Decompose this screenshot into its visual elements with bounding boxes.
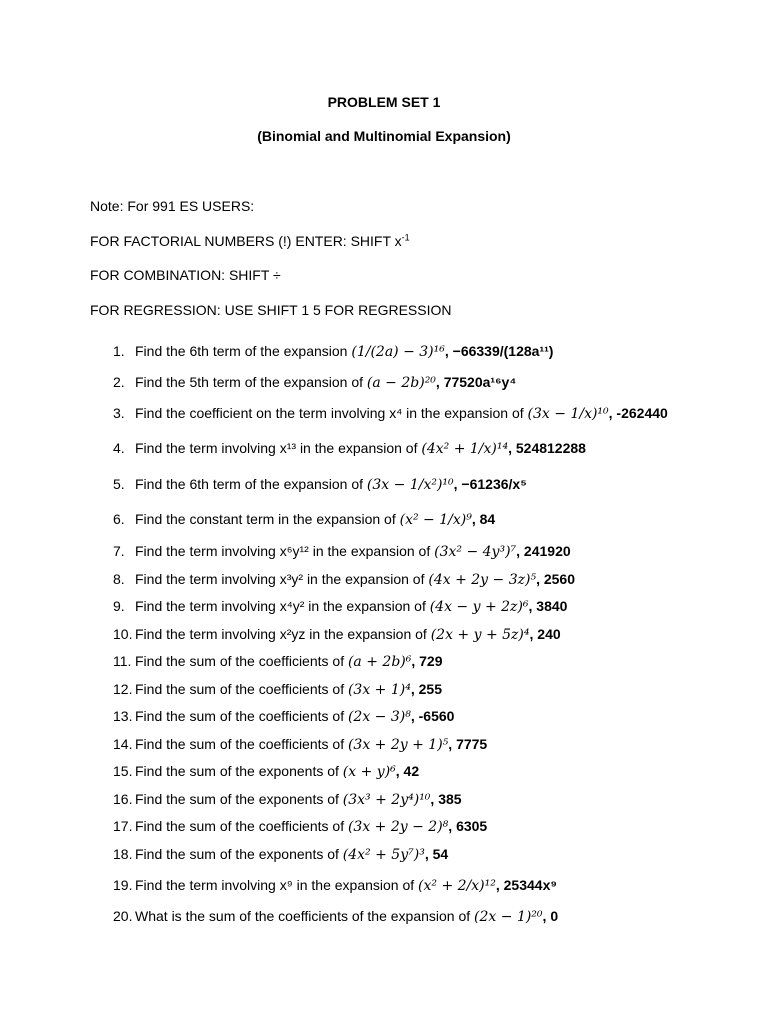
problem-answer: , -262440 bbox=[608, 405, 668, 421]
problem-item bbox=[113, 440, 586, 457]
problem-expression: (2x − 3)⁸ bbox=[347, 709, 411, 725]
problem-item bbox=[113, 791, 462, 808]
problem-text: Find the term involving x¹³ in the expansion of bbox=[135, 440, 418, 456]
problem-text: Find the sum of the coefficients of bbox=[135, 736, 345, 752]
note-line bbox=[90, 198, 254, 214]
problem-item bbox=[113, 736, 487, 753]
problem-text: Find the coefficient on the term involving x⁴ in the expansion of bbox=[135, 405, 524, 421]
note-text: FOR REGRESSION: USE SHIFT 1 5 FOR REGRESSION bbox=[90, 302, 452, 318]
problem-answer: , 3840 bbox=[528, 598, 568, 614]
note-superscript: -1 bbox=[401, 232, 410, 243]
problem-number: 2. bbox=[113, 374, 125, 390]
problem-item bbox=[113, 511, 495, 528]
problem-text: Find the term involving x⁹ in the expansion of bbox=[135, 877, 415, 893]
problem-answer: , 729 bbox=[411, 653, 443, 669]
problem-expression: (4x² + 5y⁷)³ bbox=[342, 847, 425, 863]
problem-expression: (4x² + 1/x)¹⁴ bbox=[421, 441, 509, 457]
problem-expression: (3x − 1/x)¹⁰ bbox=[527, 406, 609, 422]
problem-item bbox=[113, 653, 443, 670]
problem-text: Find the term involving x⁶y¹² in the expansion of bbox=[135, 543, 431, 559]
problem-expression: (3x³ + 2y⁴)¹⁰ bbox=[342, 792, 431, 808]
problem-number: 1. bbox=[113, 343, 125, 359]
problem-expression: (a + 2b)⁶ bbox=[347, 654, 412, 670]
problem-text: Find the sum of the coefficients of bbox=[135, 818, 345, 834]
page-subtitle: (Binomial and Multinomial Expansion) bbox=[257, 128, 511, 144]
problem-answer: , 2560 bbox=[536, 571, 576, 587]
problem-expression: (3x − 1/x²)¹⁰ bbox=[366, 477, 454, 493]
problem-answer: , 241920 bbox=[516, 543, 571, 559]
problem-number: 18. bbox=[113, 846, 133, 862]
problem-answer: , 25344x⁹ bbox=[495, 877, 557, 893]
note-text: Note: For 991 ES USERS: bbox=[90, 198, 255, 214]
note-text: FOR FACTORIAL NUMBERS (!) ENTER: SHIFT x bbox=[90, 233, 402, 249]
problem-item bbox=[113, 908, 558, 925]
problem-item bbox=[113, 476, 527, 493]
problem-answer: , 385 bbox=[430, 791, 462, 807]
problem-item bbox=[113, 571, 575, 588]
problem-expression: (x + y)⁶ bbox=[342, 764, 396, 780]
note-line bbox=[90, 302, 451, 318]
problem-item bbox=[113, 405, 668, 422]
note-text: FOR COMBINATION: SHIFT ÷ bbox=[90, 267, 281, 283]
problem-number: 5. bbox=[113, 476, 125, 492]
problem-text: What is the sum of the coefficients of the expansion of bbox=[135, 908, 471, 924]
problem-number: 14. bbox=[113, 736, 133, 752]
problem-answer: , 6305 bbox=[448, 818, 488, 834]
problem-number: 6. bbox=[113, 511, 125, 527]
problem-answer: , 7775 bbox=[448, 736, 488, 752]
problem-item bbox=[113, 626, 561, 643]
problem-number: 15. bbox=[113, 763, 133, 779]
problem-answer: , 255 bbox=[410, 681, 442, 697]
problem-text: Find the term involving x²yz in the expansion of bbox=[135, 626, 427, 642]
problem-text: Find the sum of the exponents of bbox=[135, 791, 339, 807]
problem-item bbox=[113, 343, 553, 360]
problem-item bbox=[113, 598, 567, 615]
problem-text: Find the term involving x⁴y² in the expansion of bbox=[135, 598, 426, 614]
problem-text: Find the sum of the coefficients of bbox=[135, 653, 345, 669]
problem-expression: (x² + 2/x)¹² bbox=[418, 878, 496, 894]
problem-text: Find the sum of the coefficients of bbox=[135, 708, 345, 724]
problem-text: Find the 5th term of the expansion of bbox=[135, 374, 364, 390]
note-line bbox=[90, 233, 410, 249]
problem-number: 16. bbox=[113, 791, 133, 807]
problem-text: Find the sum of the exponents of bbox=[135, 846, 339, 862]
problem-item bbox=[113, 681, 442, 698]
problem-item bbox=[113, 846, 448, 863]
problem-text: Find the 6th term of the expansion bbox=[135, 343, 348, 359]
problem-expression: (2x + y + 5z)⁴ bbox=[430, 627, 530, 643]
problem-expression: (x² − 1/x)⁹ bbox=[399, 512, 472, 528]
problem-item bbox=[113, 708, 454, 725]
problem-expression: (a − 2b)²⁰ bbox=[366, 375, 436, 391]
problem-text: Find the sum of the exponents of bbox=[135, 763, 339, 779]
problem-number: 17. bbox=[113, 818, 133, 834]
problem-answer: , 84 bbox=[471, 511, 496, 527]
problem-text: Find the term involving x³y² in the expansion of bbox=[135, 571, 425, 587]
problem-expression: (2x − 1)²⁰ bbox=[474, 909, 543, 925]
problem-expression: (3x + 1)⁴ bbox=[347, 682, 411, 698]
problem-answer: , -6560 bbox=[410, 708, 455, 724]
problem-answer: , 524812288 bbox=[508, 440, 586, 456]
problem-answer: , −61236/x⁵ bbox=[453, 476, 527, 492]
problem-expression: (3x + 2y − 2)⁸ bbox=[347, 819, 449, 835]
problem-number: 13. bbox=[113, 708, 133, 724]
problem-item bbox=[113, 374, 516, 391]
problem-expression: (4x + 2y − 3z)⁵ bbox=[428, 572, 537, 588]
problem-item bbox=[113, 543, 571, 560]
problem-expression: (1/(2a) − 3)¹⁶ bbox=[351, 344, 445, 360]
problem-number: 11. bbox=[113, 653, 132, 669]
page-title: PROBLEM SET 1 bbox=[327, 94, 441, 110]
problem-expression: (3x² − 4y³)⁷ bbox=[434, 544, 517, 560]
problem-number: 3. bbox=[113, 405, 125, 421]
problem-number: 10. bbox=[113, 626, 133, 642]
problem-item bbox=[113, 877, 557, 894]
problem-text: Find the constant term in the expansion of bbox=[135, 511, 396, 527]
problem-expression: (3x + 2y + 1)⁵ bbox=[347, 737, 449, 753]
problem-number: 20. bbox=[113, 908, 133, 924]
problem-number: 9. bbox=[113, 598, 125, 614]
problem-answer: , 240 bbox=[529, 626, 561, 642]
problem-answer: , 42 bbox=[395, 763, 420, 779]
problem-number: 19. bbox=[113, 877, 133, 893]
problem-text: Find the sum of the coefficients of bbox=[135, 681, 345, 697]
problem-answer: , 77520a¹⁶y⁴ bbox=[435, 374, 517, 390]
problem-answer: , 0 bbox=[542, 908, 559, 924]
problem-number: 8. bbox=[113, 571, 125, 587]
problem-text: Find the 6th term of the expansion of bbox=[135, 476, 364, 492]
note-line bbox=[90, 267, 281, 283]
problem-item bbox=[113, 818, 487, 835]
problem-expression: (4x − y + 2z)⁶ bbox=[429, 599, 529, 615]
problem-number: 4. bbox=[113, 440, 125, 456]
problem-number: 12. bbox=[113, 681, 133, 697]
problem-number: 7. bbox=[113, 543, 125, 559]
problem-item bbox=[113, 763, 419, 780]
problem-answer: , 54 bbox=[424, 846, 449, 862]
problem-answer: , −66339/(128a¹¹) bbox=[444, 343, 554, 359]
